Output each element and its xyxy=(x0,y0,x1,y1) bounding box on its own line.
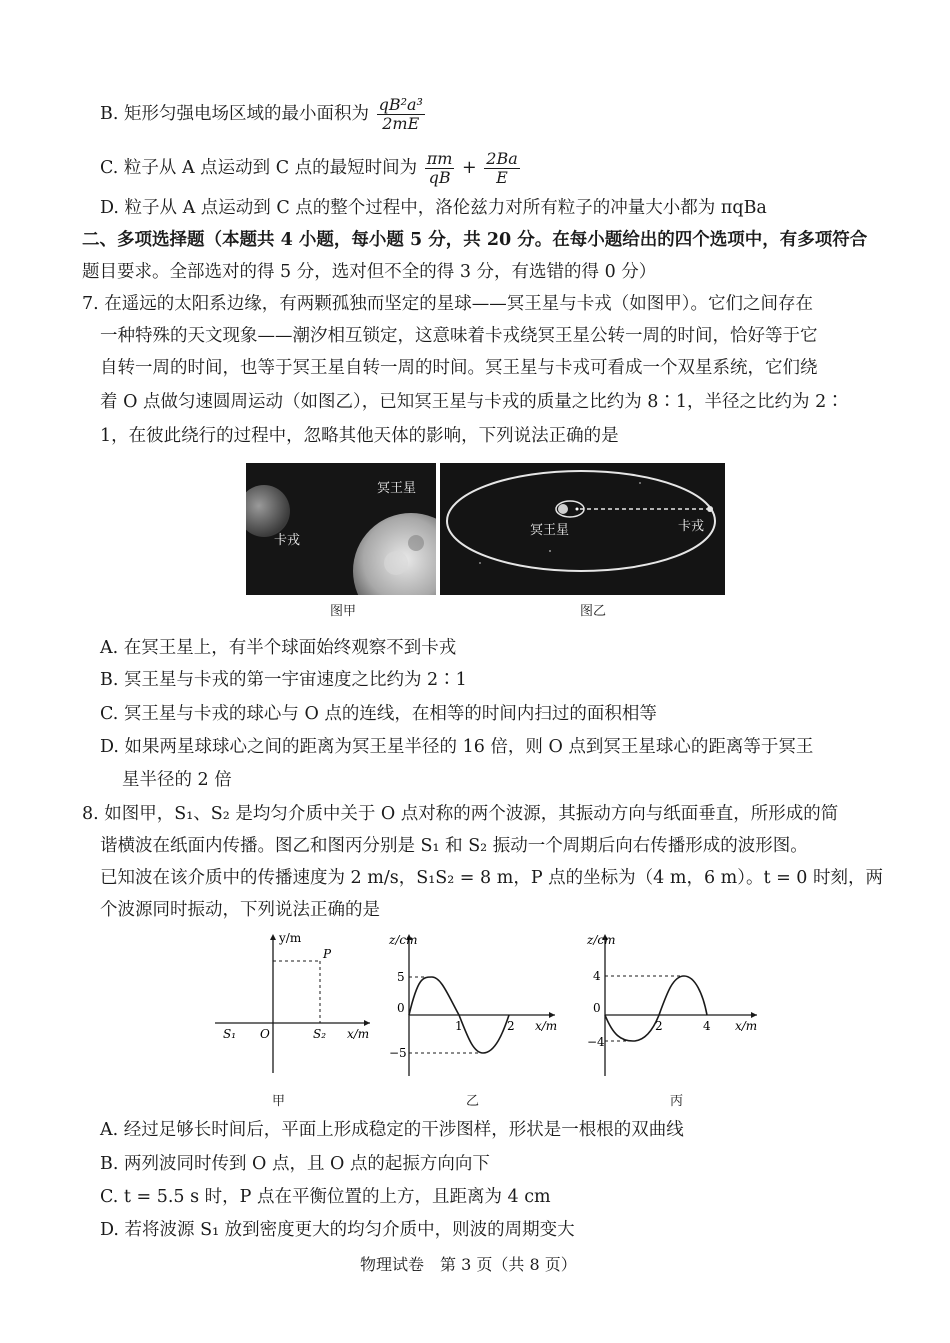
q6-option-d: D. 粒子从 A 点运动到 C 点的整个过程中，洛伦兹力对所有粒子的冲量大小都为 πqBa xyxy=(100,198,767,218)
caption-q8-yi: 乙 xyxy=(466,1094,480,1109)
q8-option-b: B. 两列波同时传到 O 点，且 O 点的起振方向向下 xyxy=(100,1154,490,1174)
yi-ytop-label: 5 xyxy=(397,970,405,984)
q8-stem-line2: 谐横波在纸面内传播。图乙和图丙分别是 S₁ 和 S₂ 振动一个周期后向右传播形成的波形图。 xyxy=(100,836,808,856)
caption-fig-yi: 图乙 xyxy=(580,604,607,619)
fraction-numerator: πm xyxy=(426,149,453,168)
figure-bing-wave-graph xyxy=(585,928,775,1078)
q7-stem-line5: 1，在彼此绕行的过程中，忽略其他天体的影响，下列说法正确的是 xyxy=(100,426,619,446)
pluto-dot xyxy=(558,504,568,514)
bing-ytop-label: 4 xyxy=(593,969,601,983)
jia-p-label: P xyxy=(323,947,332,961)
orbit-diagram-photo xyxy=(440,463,725,595)
q6-option-b-fraction xyxy=(377,96,425,133)
bing-ybottom-label: −4 xyxy=(587,1035,605,1049)
bing-z-label: z/cm xyxy=(587,933,616,947)
photo-label-pluto: 冥王星 xyxy=(377,481,417,496)
yi-x2-label: 2 xyxy=(507,1019,515,1033)
q7-option-c: C. 冥王星与卡戎的球心与 O 点的连线，在相等的时间内扫过的面积相等 xyxy=(100,704,657,724)
section-2-header-line1: 二、多项选择题（本题共 4 小题，每小题 5 分，共 20 分。在每小题给出的四个选项中，有多项符合 xyxy=(82,230,868,250)
jia-origin-label: O xyxy=(260,1027,270,1041)
pluto-charon-photo xyxy=(246,463,436,595)
q7-stem-line1: 7. 在遥远的太阳系边缘，有两颗孤独而坚定的星球——冥王星与卡戎（如图甲）。它们之间存在 xyxy=(82,294,814,314)
fraction-denominator: 2mE xyxy=(382,114,420,133)
plus-sign: + xyxy=(462,158,477,178)
q7-stem-line2: 一种特殊的天文现象——潮汐相互锁定，这意味着卡戎绕冥王星公转一周的时间，恰好等于它 xyxy=(100,326,818,346)
q7-option-a: A. 在冥王星上，有半个球面始终观察不到卡戎 xyxy=(100,638,457,658)
yi-ybottom-label: −5 xyxy=(389,1046,407,1060)
jia-s2-label: S₂ xyxy=(313,1027,327,1041)
bing-origin-label: 0 xyxy=(593,1001,601,1015)
orbit-label-charon: 卡戎 xyxy=(678,519,705,534)
q6-option-c xyxy=(100,150,522,187)
q7-option-b: B. 冥王星与卡戎的第一宇宙速度之比约为 2∶1 xyxy=(100,670,467,690)
q6-option-b xyxy=(100,96,427,133)
bing-x2-label: 4 xyxy=(703,1019,711,1033)
yi-origin-label: 0 xyxy=(397,1001,405,1015)
q8-option-a: A. 经过足够长时间后，平面上形成稳定的干涉图样，形状是一根根的双曲线 xyxy=(100,1120,684,1140)
q6-option-c-fraction-1 xyxy=(425,150,455,187)
q6-option-b-text: B. 矩形匀强电场区域的最小面积为 xyxy=(100,104,369,124)
q8-option-d: D. 若将波源 S₁ 放到密度更大的均匀介质中，则波的周期变大 xyxy=(100,1220,575,1240)
fraction-denominator: qB xyxy=(428,168,451,187)
jia-y-label: y/m xyxy=(279,931,302,945)
photo-label-charon: 卡戎 xyxy=(274,533,301,548)
charon-orbit-ellipse xyxy=(447,471,715,571)
bing-x-label: x/m xyxy=(735,1019,758,1033)
q7-stem-line4: 着 O 点做匀速圆周运动（如图乙），已知冥王星与卡戎的质量之比约为 8∶1，半径之比约为 2∶ xyxy=(100,392,844,412)
yi-x-label: x/m xyxy=(535,1019,558,1033)
barycenter-dot xyxy=(576,508,579,511)
q6-option-c-fraction-2 xyxy=(484,150,519,187)
orbit-label-pluto: 冥王星 xyxy=(530,523,570,538)
fraction-numerator: 2Ba xyxy=(486,149,518,168)
figure-yi-wave-graph xyxy=(385,928,575,1078)
caption-q8-jia: 甲 xyxy=(272,1094,286,1109)
q6-option-c-text: C. 粒子从 A 点运动到 C 点的最短时间为 xyxy=(100,158,418,178)
bing-x1-label: 2 xyxy=(655,1019,663,1033)
q7-stem-line3: 自转一周的时间，也等于冥王星自转一周的时间。冥王星与卡戎可看成一个双星系统，它们绕 xyxy=(100,358,818,378)
page-footer: 物理试卷 第 3 页（共 8 页） xyxy=(360,1255,577,1274)
q8-stem-line1: 8. 如图甲，S₁、S₂ 是均匀介质中关于 O 点对称的两个波源，其振动方向与纸面垂直，所形成的简 xyxy=(82,804,839,824)
fraction-numerator: qB²a³ xyxy=(378,95,423,114)
q8-stem-line3: 已知波在该介质中的传播速度为 2 m/s，S₁S₂ = 8 m，P 点的坐标为（4 m，6 m）。t = 0 时刻，两 xyxy=(100,868,884,888)
figure-jia-coordinate-plane xyxy=(205,928,375,1078)
q7-option-d-line1: D. 如果两星球球心之间的距离为冥王星半径的 16 倍，则 O 点到冥王星球心的距离等于冥王 xyxy=(100,737,814,757)
yi-x1-label: 1 xyxy=(455,1019,463,1033)
q8-stem-line4: 个波源同时振动，下列说法正确的是 xyxy=(100,900,380,920)
jia-x-label: x/m xyxy=(347,1027,370,1041)
yi-z-label: z/cm xyxy=(389,933,418,947)
fraction-denominator: E xyxy=(496,168,508,187)
caption-q8-bing: 丙 xyxy=(670,1094,684,1109)
charon-dot xyxy=(707,506,713,512)
q8-option-c: C. t = 5.5 s 时，P 点在平衡位置的上方，且距离为 4 cm xyxy=(100,1187,551,1207)
section-2-header-line2: 题目要求。全部选对的得 5 分，选对但不全的得 3 分，有选错的得 0 分） xyxy=(82,262,657,282)
jia-s1-label: S₁ xyxy=(223,1027,237,1041)
q7-option-d-line2: 星半径的 2 倍 xyxy=(122,770,232,790)
caption-fig-jia: 图甲 xyxy=(330,604,357,619)
